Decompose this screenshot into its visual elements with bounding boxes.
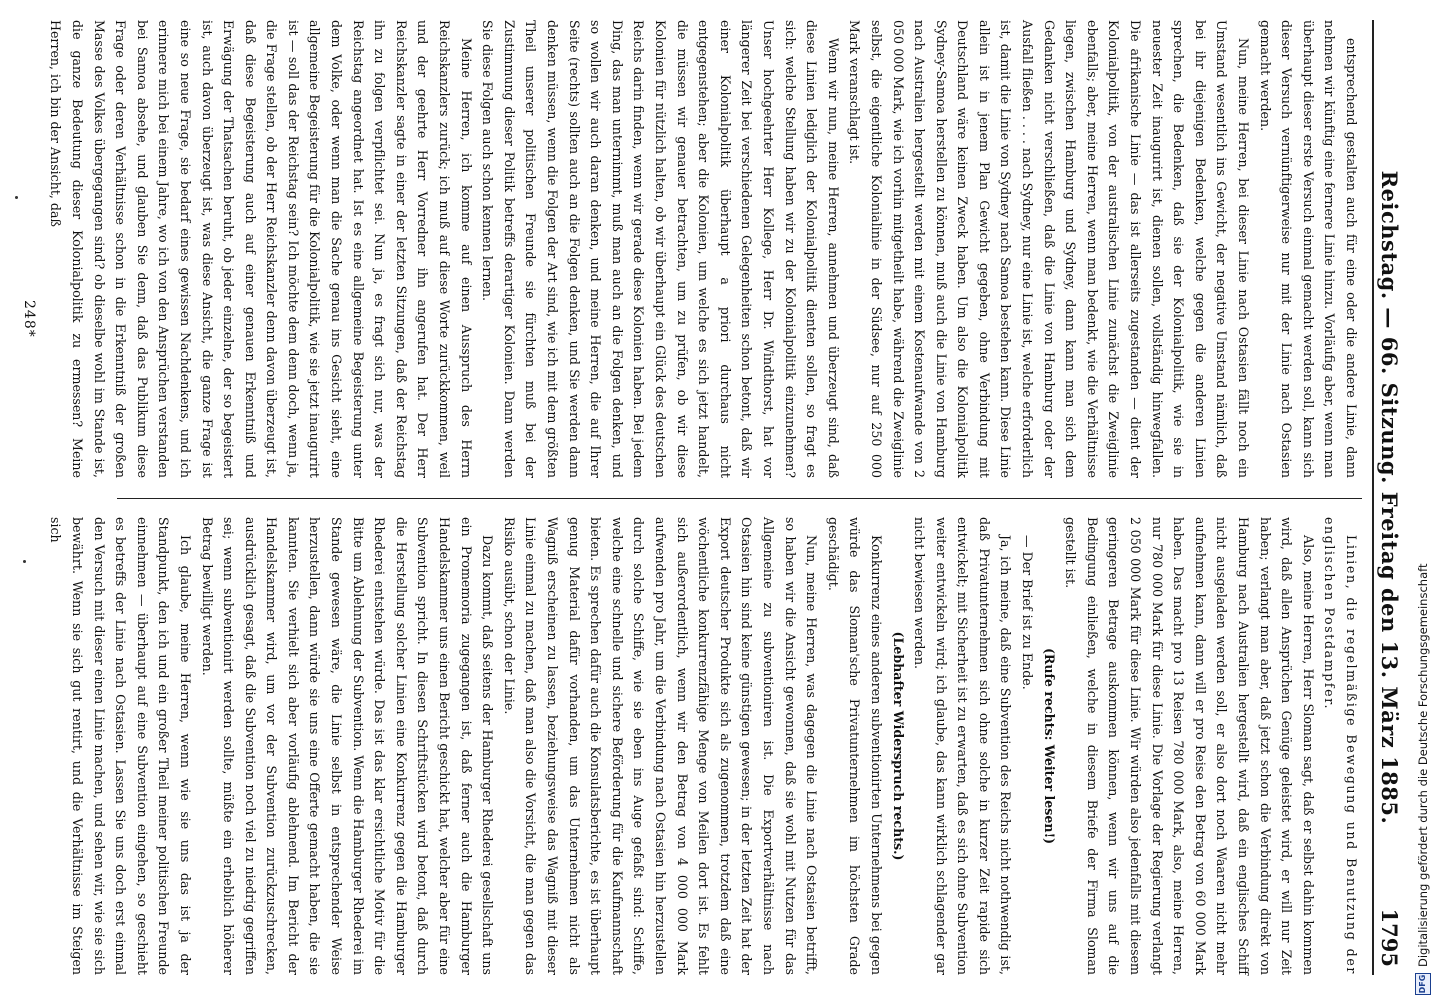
scan-speck	[23, 560, 26, 563]
paragraph: — Der Brief ist zu Ende.	[1020, 535, 1036, 690]
paragraph: Also, meine Herren, Herr Sloman sagt, daß er selbst dahin kommen wird, daß allen Ansprüchen Genüge geleistet wird, er will nur Zeit haben; verlangt man aber, daß jetzt schon die Verbindung direkt von Hamburg nach Australien hergestellt wird, daß ein englisches Schiff nicht ausgeladen werden soll, er also dort noch Waaren nicht mehr aufnehmen kann, dann will er pro Reise den Betrag von 60 000 Mark haben. Das macht pro 13 Reisen 780 000 Mark, also, meine Herren, nur 780 000 Mark für diese Linie. Die Vorlage der Regierung verlangt 2 050 000 Mark für diese Linie. Wir würden also jedenfalls mit diesem geringeren Betrage auskommen können, wenn wir uns auf die Bedingung einließen, welche in diesem Briefe der Firma Sloman gestellt ist.	[1063, 517, 1316, 975]
paragraph: entsprechend gestalten auch für eine oder die andere Linie, dann nehmen wir künftig eine fernere Linie hinzu. Vorläufig aber, wenn man überhaupt dieser erste Versuch einmal gemacht werden soll, kann sich dieser Versuch vernünftigerweise nur mit der Linie nach Ostasien gemacht werden.	[1257, 20, 1359, 478]
digitization-text: Digitalisierung gefördert durch die Deutsche Forschungsgemeinschaft	[1416, 563, 1430, 967]
page-number: 1795	[1377, 908, 1402, 967]
digitization-note	[1410, 10, 1432, 1000]
dfg-logo: DFG	[1415, 973, 1431, 995]
column-divider	[117, 498, 1362, 499]
header-title: Reichstag. — 66. Sitzung. Freitag den 13. März 1885.	[1377, 170, 1402, 825]
paragraph: Dazu kommt, daß seitens der Hamburger Rhederei gesellschaft uns ein Promemoria zugegangen ist, daß ferner auch die Hamburger Handelskammer uns einen Bericht geschickt hat, welcher aber für eine Subvention spricht. In diesen Schriftstücken wird betont, daß durch die Herstellung solcher Linien eine Konkurrenz gegen die Hamburger Rhederei entstehen würde. Das ist das klar ersichtliche Motiv für die Bitte um Ablehnung der Subvention. Wenn die Hamburger Rhederei im Stande gewesen wäre, die Linie selbst in entsprechender Weise herzustellen, dann würde sie uns eine Offerte gemacht haben, die sie kannten. Sie verhielt sich aber vorläufig ablehnend. Im Bericht der Handelskammer wird, um vor der Subvention zurückzuschrecken, ausdrücklich gesagt, daß die Subvention noch viel zu niedrig gegriffen sei; wenn subventionirt werden sollte, müßte ein erheblich höherer Betrag bewilligt werden.	[199, 517, 496, 975]
interjection: (Lebhafter Widerspruch rechts.)	[890, 631, 906, 861]
page-header	[1372, 20, 1404, 975]
interjection: (Rufe rechts: Weiter lesen!)	[1041, 647, 1057, 845]
paragraph: Nun, meine Herren, was dagegen die Linie nach Ostasien betrifft, so haben wir die Ansicht gewonnen, daß sie wohl mit Nutzen für das Allgemeine zu subventioniren ist. Die Exportverhältnisse nach Ostasien hin sind keine günstigen gewesen; in der letzten Zeit hat der Export deutscher Produkte sich als zugenommen, trotzdem daß eine wöchentliche konkurrenzfähige Menge von Meilen dort ist. Es fehlt sich außerordentlich, wenn wir den Betrag von 4 000 000 Mark aufwenden pro Jahr, um die Verbindung nach Ostasien hin herzustellen durch solche Schiffe, wie sie eben ins Auge gefaßt sind: Schiffe, welche eine schnelle und sichere Beförderung für die Kaufmannschaft bieten. Es sprechen dafür auch die Konsulatsberichte, es ist überhaupt genug Material dafür vorhanden, um das Unternehmen nicht als Wagniß erscheinen zu lassen, beziehungsweise das Wagniß mit dieser Linie einmal zu machen, daß man also die Vorsicht, die man gegen das Risiko ausübt, schon der Linie.	[501, 517, 820, 975]
paragraph: Konkurrenz eines anderen subventionirten Unternehmens bei gegen würde das Sloman'sche Privatunternehmen im höchsten Grade geschädigt.	[825, 517, 884, 975]
signature-mark: 248*	[21, 300, 37, 338]
right-column	[48, 517, 1362, 975]
paragraph: Meine Herren, ich komme auf einen Ausspruch des Herrn Reichskanzlers zurück; ich muß auf diese Worte zurückkommen, weil und der geehrte Herr Vorredner ihn angerufen hat. Der Herr Reichskanzler sagte in einer der letzten Sitzungen, daß der Reichstag ihn zu folgen verpflichtet sei. Nun ja, es fragt sich nur, was der Reichstag angeordnet hat. Ist es eine allgemeine Begeisterung unter dem Volke, oder wenn man die Sache genau ins Gesicht sieht, eine allgemeine Begeisterung für die Kolonialpolitik, wie sie jetzt inaugurirt ist — soll das der Reichstag sein? Ich möchte dem denn doch, wenn ja, die Frage stellen, ob der Herr Reichskanzler denn davon überzeugt ist, daß diese Begeisterung auch auf einer genauen Erkenntniß und Erwägung der Thatsachen beruht, ob jeder einzelne, der so begeistert ist, auch davon überzeugt ist, was diese Ansicht, die ganze Frage ist eine so neue Frage, sie bedarf eines gewissen Nachdenkens, und ich erinnere mich bei einem Jahre, wo ich von den Ansprüchen verstanden bei Samoa absehe, und glauben Sie denn, daß das Publikum diese Frage oder deren Verhältnisse schon in die Erkenntniß der großen Masse des Volkes übergegangen sind? ob dieselbe wohl im Stande ist, die ganze Bedeutung dieser Kolonialpolitik zu ermessen? Meine Herren, ich bin der Ansicht, daß	[48, 20, 474, 478]
paragraph: Ja, ich meine, daß eine Subvention des Reichs nicht nothwendig ist, daß Privatunternehmen sich ohne solche in kurzer Zeit rapide sich entwickelt; mit Sicherheit ist zu erwarten, daß es sich ohne Subvention weiter entwickeln wird; ich glaube, das kann wirklich schlagender gar nicht bewiesen werden.	[912, 517, 1014, 975]
paragraph: Nun, meine Herren, bei dieser Linie nach Ostasien fällt noch ein Umstand wesentlich ins Gewicht, der negative Umstand nämlich, daß bei ihr diejenigen Bedenken, welche gegen die anderen Linien sprechen, die Bedenken, daß sie der Kolonialpolitik, wie sie in neuester Zeit inaugurirt ist, dienen sollen, vollständig hinwegfallen. Die afrikanische Linie — das ist allerseits zugestanden — dient der Kolonialpolitik, von der australischen Linie zunächst die Zweiglinie ebenfalls; aber, meine Herren, wenn man bedenkt, wie die Verhältnisse liegen, zwischen Hamburg und Sydney, dann kann man sich dem Gedanken nicht verschließen, daß die Linie von Hamburg oder der Ausfall fließen . . . . nach Sydney, nur eine Linie ist, welche erforderlich ist, damit die Linie von Sydney nach Samoa bestehen kann. Diese Linie allein ist in jenem Plan Gewicht gegeben, ohne Verbindung mit Deutschland wäre keinen Zweck haben. Um also die Kolonialpolitik Sydney-Samoa herstellen zu können, muß auch die Linie von Hamburg nach Australien hergestellt werden mit einem Kostenaufwande von 2 050 000 Mark, wie ich vorhin mitgetheilt habe, während die Zweiglinie selbst, die eigentliche Kolonialinie in der Südsee, nur auf 250 000 Mark veranschlagt ist.	[847, 20, 1252, 478]
paragraph: Ich glaube, meine Herren, wenn wie sie uns das ist ja der Standpunkt, den ich und ein großer Theil meiner politischen Freunde einnehmen — überhaupt auf eine Subvention eingehen, so geschieht es betreffs der Linie nach Ostasien. Lassen Sie uns doch erst einmal den Versuch mit dieser einen Linie machen, und sehen wir, wie sie sich bewährt. Wenn sie sich gut rentirt, und die Verhältnisse im Steigen sich	[48, 517, 193, 975]
left-column	[48, 20, 1362, 478]
paragraph: Wenn wir nun, meine Herren, annehmen und überzeugt sind, daß diese Linien lediglich der Kolonialpolitik dienten sollen, so fragt es sich: welche Stellung haben wir zu der Kolonialpolitik einzunehmen? Unser hochgeehrter Herr Kollege, Herr Dr. Windthorst, hat vor längerer Zeit bei verschiedenen Gelegenheiten schon betont, daß wir einer Kolonialpolitik überhaupt a priori durchaus nicht entgegenstehen; aber die Kolonien, um welche es sich jetzt handelt, die müssen wir genauer betrachten, um zu prüfen, ob wir diese Kolonien für nützlich halten, ob wir überhaupt ein Glück des deutschen Reichs darin finden, wenn wir gerade diese Kolonien haben. Bei jedem Ding, das man unternimmt, muß man auch an die Folgen denken, und so wollen wir auch daran denken, und meine Herren, die auf Ihrer Seite (rechts) sollten auch an die Folgen denken, und Sie werden dann denken müssen, wenn die Folgen der Art sind, wie ich mit dem größten Theil unserer politischen Freunde sie fürchten muß bei der Zustimmung dieser Politik betreffs derartiger Kolonien. Dann werden Sie diese Folgen auch schon kennen lernen.	[480, 20, 841, 478]
paragraph: Linien, die regelmäßige Bewegung und Benutzung der englischen Postdampfer.	[1322, 517, 1359, 975]
scan-speck	[15, 196, 18, 199]
